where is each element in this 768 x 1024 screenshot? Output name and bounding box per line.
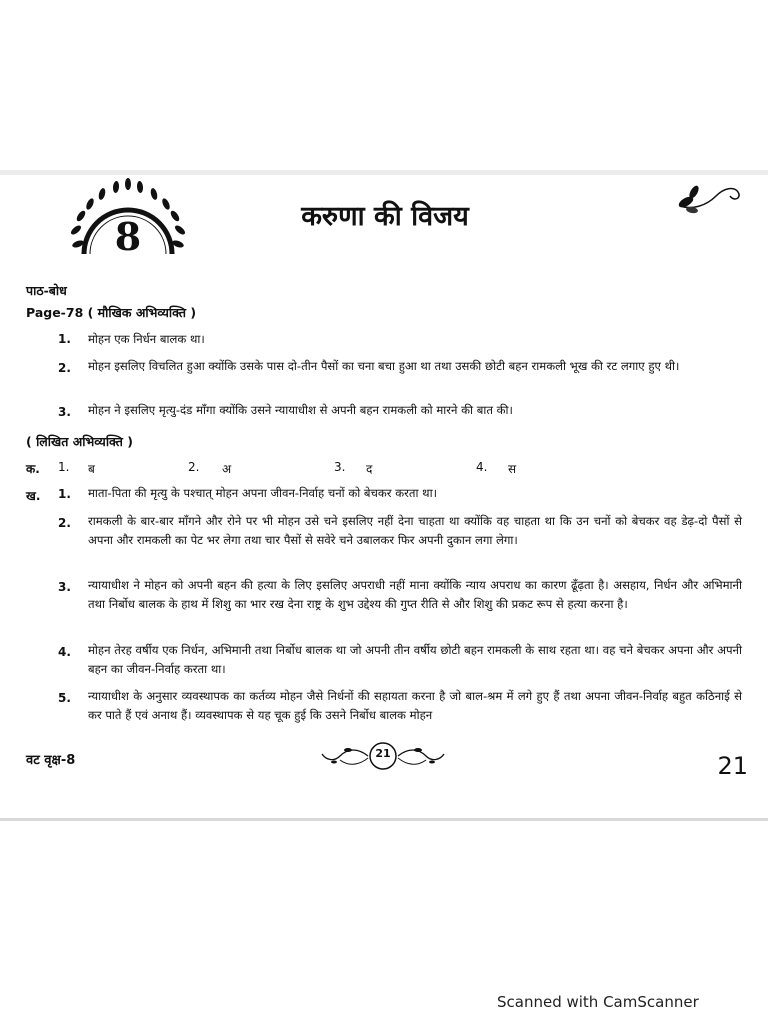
chapter-number: 8 — [114, 214, 142, 259]
bottom-divider — [0, 818, 768, 821]
written-item-text: न्यायाधीश के अनुसार व्यवस्थापक का कर्तव्य मोहन जैसे निर्धनों की सहायता करना है जो बाल-श्रम में लगे हुए हैं तथा अपना जीवन-निर्वाह बहुत कठिनाई से कर पाते हैं एवं अनाथ हैं। व्यवस्थापक से यह चूक हुई कि उसने निर्बोध बालक मोहन — [88, 689, 742, 723]
mcq-answer: अ — [222, 462, 232, 476]
written-item-text: माता-पिता की मृत्यु के पश्चात् मोहन अपना जीवन-निर्वाह चनों को बेचकर करता था। — [88, 486, 437, 500]
mcq-answer: स — [508, 462, 517, 476]
mcq-number: 4. — [476, 460, 488, 474]
written-item-number: 1. — [58, 487, 71, 501]
written-item-number: 3. — [58, 580, 71, 594]
oral-item-number: 3. — [58, 405, 71, 419]
written-label: ख. — [26, 489, 41, 503]
section-written-heading: ( लिखित अभिव्यक्ति ) — [26, 434, 133, 449]
section-path-bodh: पाठ-बोध — [26, 283, 67, 298]
floral-ornament-icon — [672, 176, 744, 216]
book-title: वट वृक्ष-8 — [26, 753, 76, 768]
written-item-number: 4. — [58, 645, 71, 659]
oral-item-text: मोहन इसलिए विचलित हुआ क्योंकि उसके पास दो-तीन पैसों का चना बचा हुआ था तथा उसकी छोटी बहन रामकली भूख की रट लगाए हुए थी। — [88, 359, 680, 373]
oral-item-number: 2. — [58, 361, 71, 375]
mcq-number: 2. — [188, 460, 200, 474]
mcq-number: 1. — [58, 460, 70, 474]
mcq-answer: ब — [88, 462, 95, 476]
written-item-text: मोहन तेरह वर्षीय एक निर्धन, अभिमानी तथा निर्बोध बालक था जो अपनी तीन वर्षीय छोटी बहन रामकली के साथ रहता था। वह चने बेचकर अपना और अपनी बहन का जीवन-निर्वाह करता था। — [88, 643, 742, 677]
written-item-text: रामकली के बार-बार माँगने और रोने पर भी मोहन उसे चने इसलिए नहीं देना चाहता था क्योंकि वह चाहता था कि उन चनों को बेचकर वह डेढ़-दो पैसों से अपना और रामकली का पेट भर लेगा तथा चार पैसों से सवेरे चने उबालकर फिर अपनी दुकान लगा लेगा। — [88, 514, 742, 548]
oral-item-number: 1. — [58, 332, 71, 346]
page-number-right: 21 — [717, 752, 748, 780]
oral-item-text: मोहन ने इसलिए मृत्यु-दंड माँगा क्योंकि उसने न्यायाधीश से अपनी बहन रामकली को मारने की बात की। — [88, 403, 513, 417]
chapter-badge — [66, 174, 190, 266]
mcq-label: क. — [26, 462, 40, 476]
mcq-answer: द — [366, 462, 373, 476]
written-item-number: 5. — [58, 691, 71, 705]
page-number-center: 21 — [375, 747, 391, 760]
written-item-number: 2. — [58, 516, 71, 530]
written-item-text: न्यायाधीश ने मोहन को अपनी बहन की हत्या के लिए इसलिए अपराधी नहीं माना क्योंकि न्याय अपराध का कारण ढूँढ़ता है। असहाय, निर्धन और अभिमानी तथा निर्बोध बालक के हाथ में शिशु का भार रख देना राष्ट्र के शुभ उद्देश्य की गुप्त रीति से और शिशु की प्रकट रूप से हत्या करना है। — [88, 578, 742, 612]
scanner-watermark: Scanned with CamScanner — [497, 993, 699, 1011]
section-oral-heading: Page-78 ( मौखिक अभिव्यक्ति ) — [26, 305, 197, 320]
mcq-number: 3. — [334, 460, 346, 474]
oral-item-text: मोहन एक निर्धन बालक था। — [88, 332, 205, 346]
chapter-title: करुणा की विजय — [301, 201, 469, 232]
